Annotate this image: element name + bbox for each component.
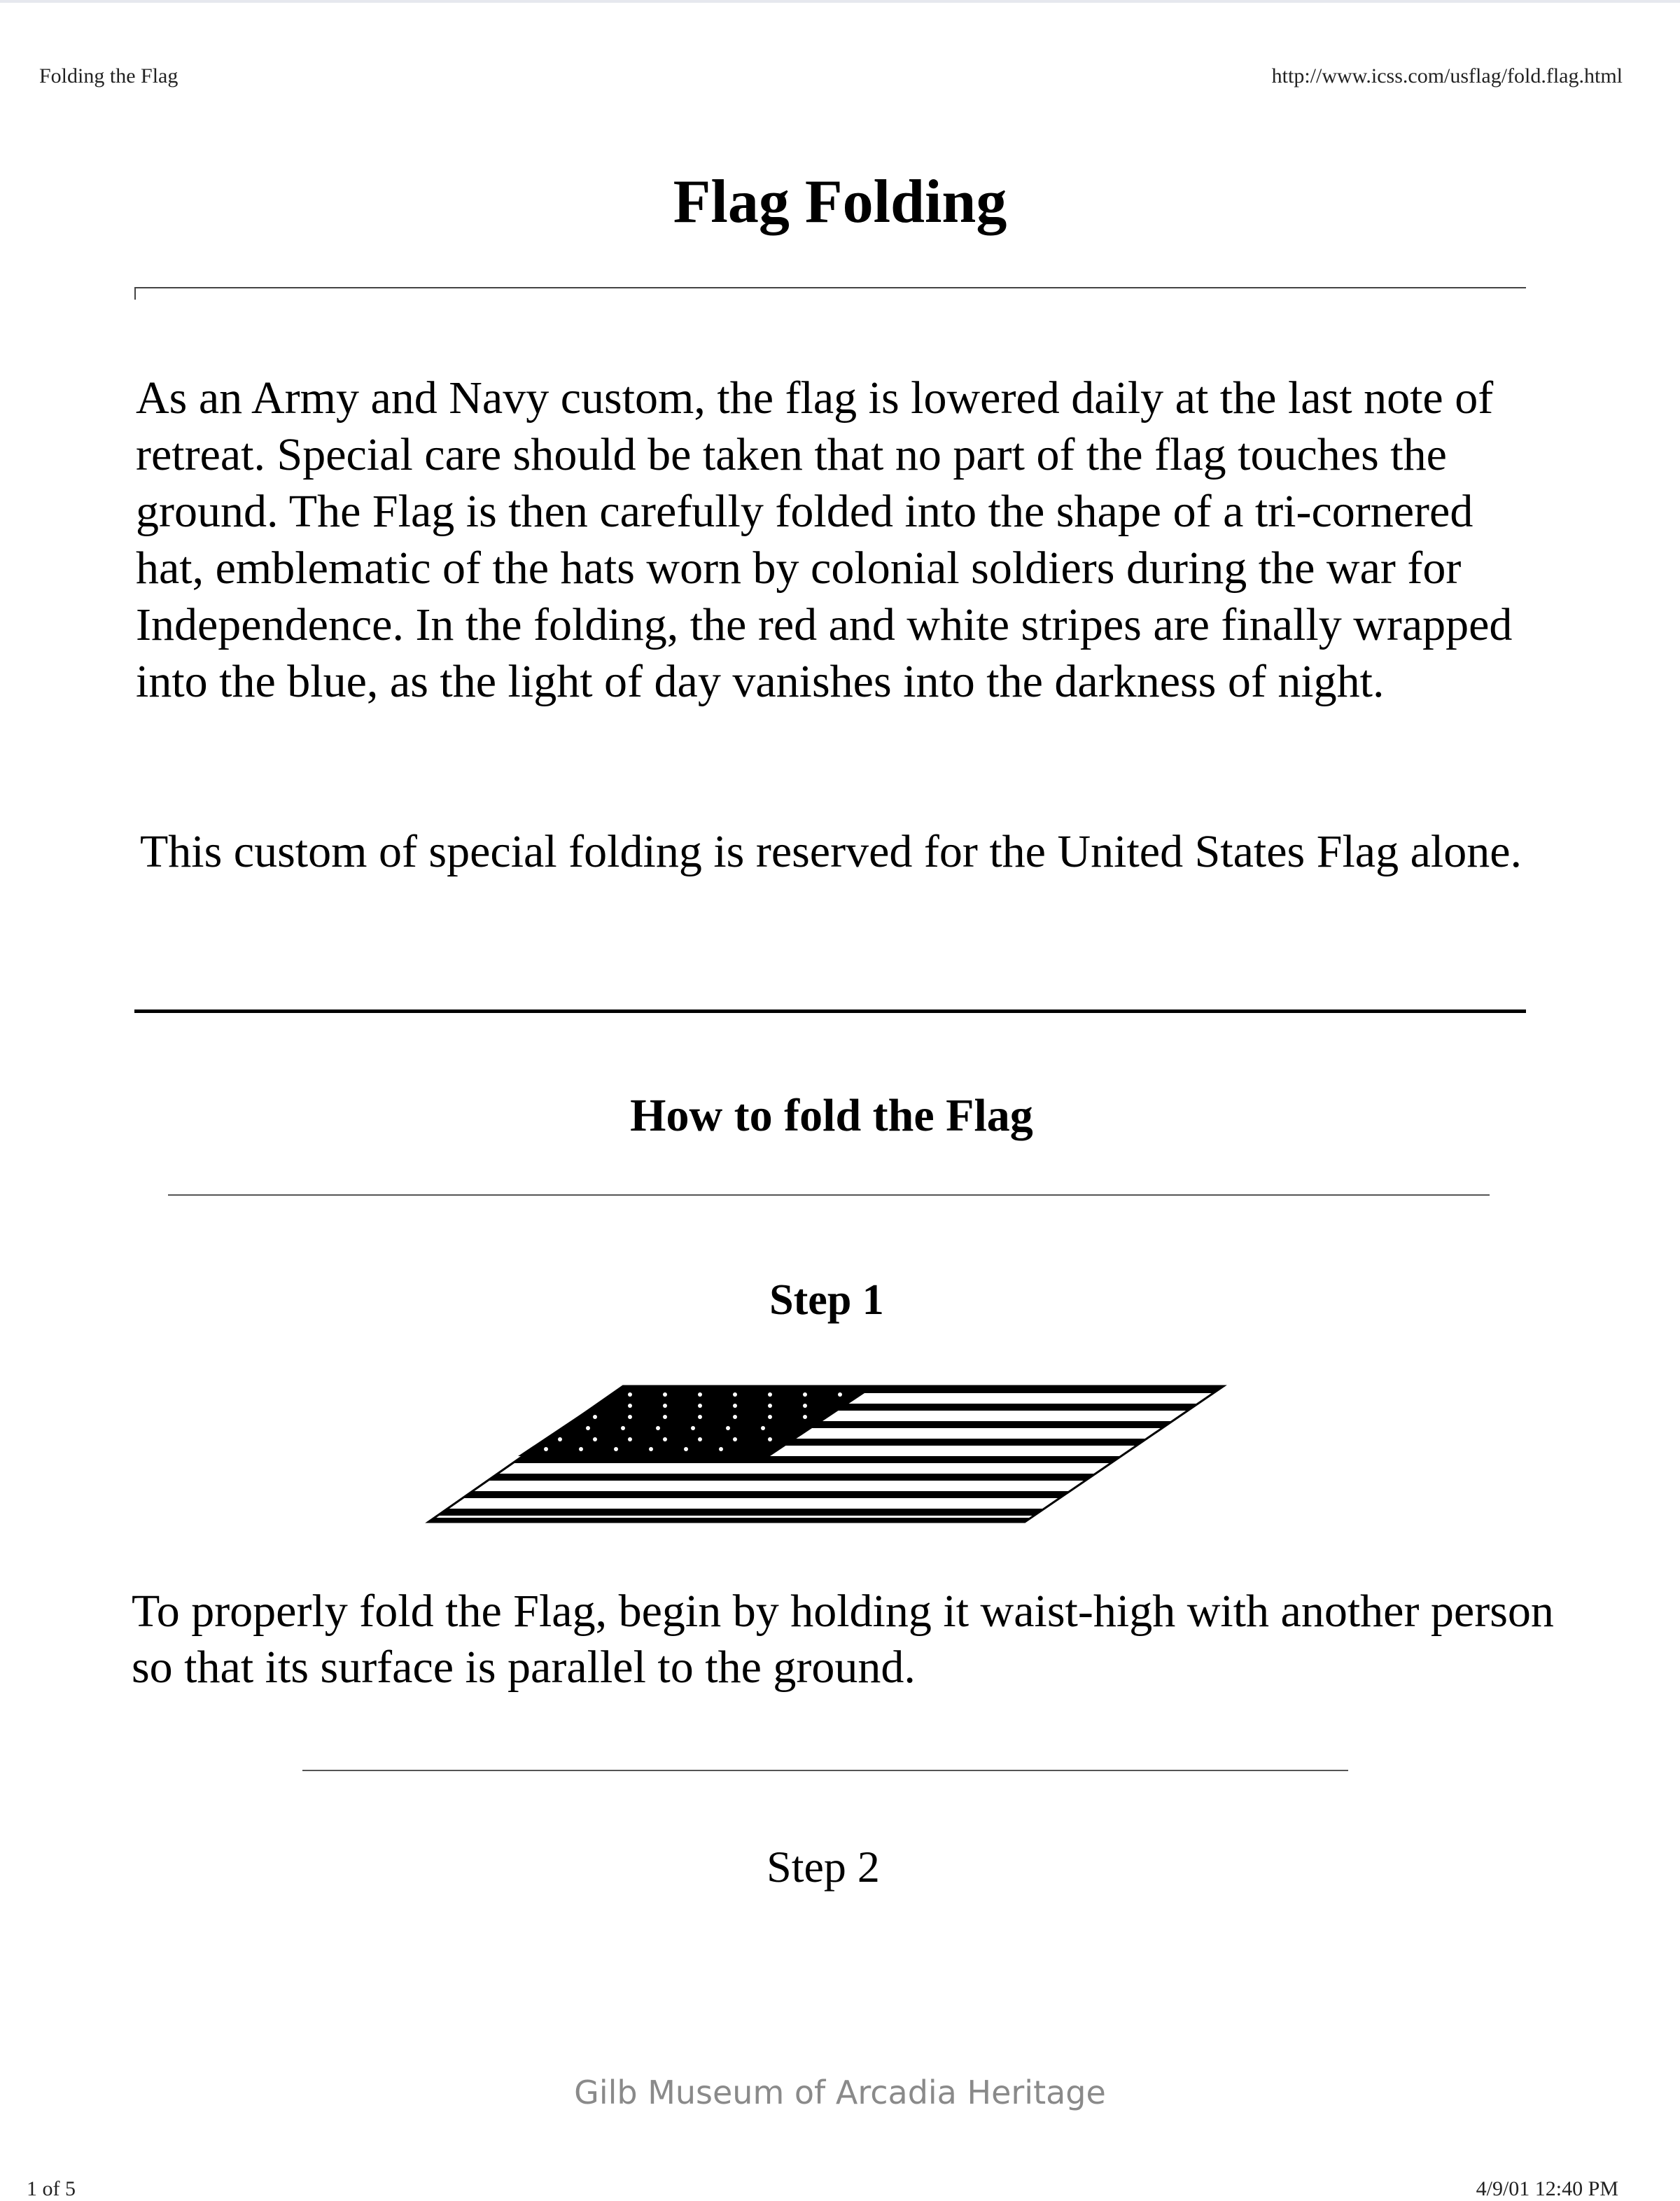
american-flag-icon [420,1375,1232,1526]
watermark: Gilb Museum of Arcadia Heritage [574,2074,1106,2111]
print-header-url: http://www.icss.com/usflag/fold.flag.html [1271,64,1623,88]
divider-heavy [134,1009,1526,1013]
divider [168,1194,1490,1196]
page-title: Flag Folding [673,168,1007,236]
divider-tick [134,287,136,300]
divider [134,287,1526,288]
intro-paragraph: As an Army and Navy custom, the flag is lowered daily at the last note of retreat. Special care should be taken that no part of the flag touches the ground. The Flag is then carefully folded into the shape of a tri-cornered hat, emblematic of the hats worn by colonial soldiers during the war for Independence. In the folding, the red and white stripes are finally wrapped into the blue, as the light of day vanishes into the darkness of night. [136,372,1513,707]
scan-top-edge [0,0,1680,3]
step-1-text: To properly fold the Flag, begin by holding it waist-high with another person so that its surface is parallel to the ground. [132,1586,1554,1693]
divider [302,1770,1348,1771]
print-header-title: Folding the Flag [39,64,178,88]
note-paragraph: This custom of special folding is reserved for the United States Flag alone. [139,826,1522,877]
page-number: 1 of 5 [27,2177,76,2200]
print-timestamp: 4/9/01 12:40 PM [1476,2177,1618,2200]
section-heading: How to fold the Flag [630,1090,1033,1141]
step-1-heading: Step 1 [769,1276,884,1324]
step-2-heading: Step 2 [766,1842,880,1892]
